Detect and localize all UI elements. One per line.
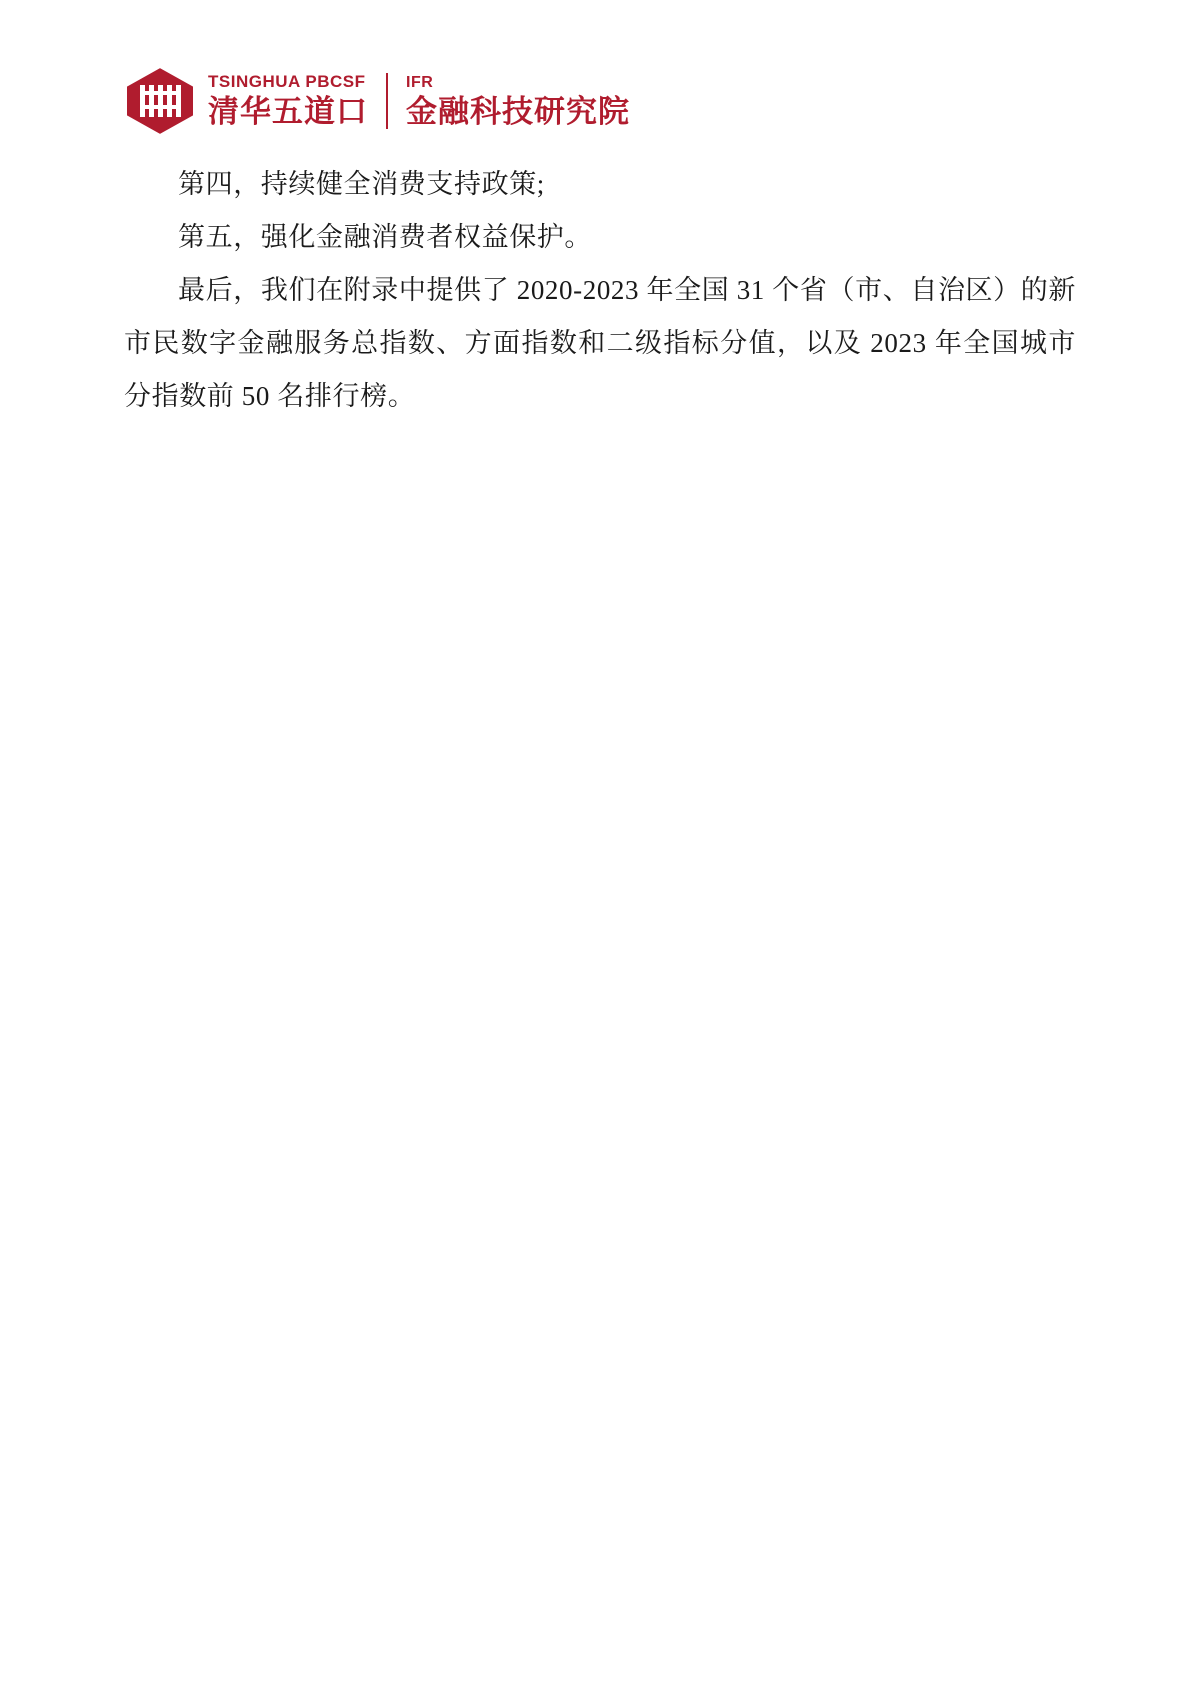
paragraph-item-5: 第五，强化金融消费者权益保护。 (178, 222, 592, 252)
logo-right-en: IFR (406, 73, 434, 91)
page-header (124, 62, 630, 140)
logo-divider (386, 73, 388, 129)
paragraph-appendix-note: 最后，我们在附录中提供了 2020-2023 年全国 31 个省（市、自治区）的新市民数字金融服务总指数、方面指数和二级指标分值，以及 2023 年全国城市分指数前 50 名排行榜。 (124, 275, 1076, 411)
logo-text-right (406, 65, 630, 137)
logo-text-left (208, 65, 368, 137)
document-body (124, 158, 1076, 423)
paragraph-item-4: 第四，持续健全消费支持政策; (178, 169, 545, 199)
logo-left-en: TSINGHUA PBCSF (208, 72, 366, 92)
logo-right-cn: 金融科技研究院 (406, 93, 630, 129)
logo-left-cn: 清华五道口 (208, 94, 368, 130)
tsinghua-pbcsf-logo-icon (124, 65, 196, 137)
